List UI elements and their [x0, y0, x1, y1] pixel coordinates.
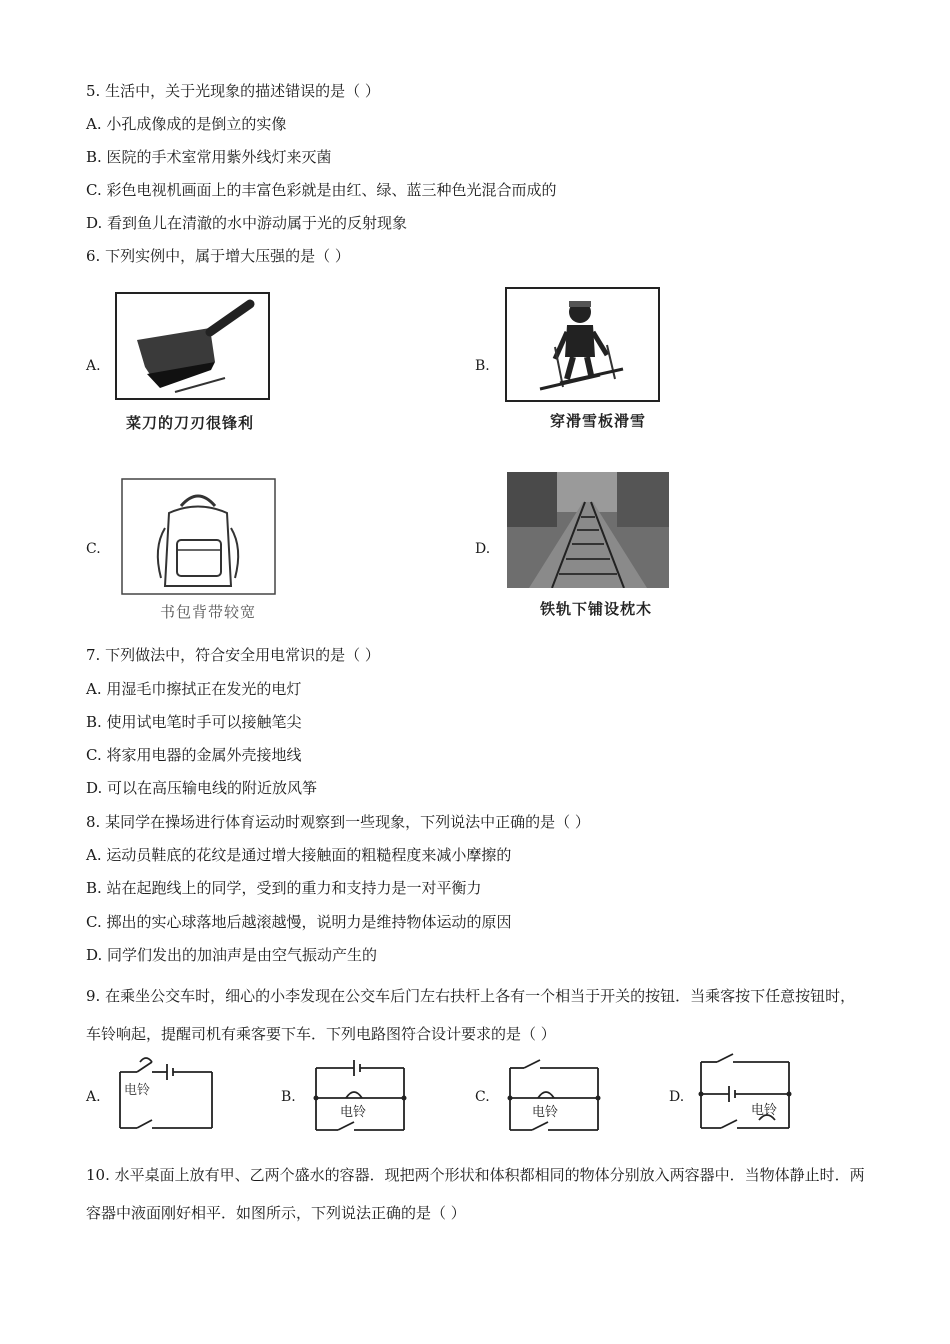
q8-option-d: D. 同学们发出的加油声是由空气振动产生的: [86, 946, 378, 964]
q10-stem: 10. 水平桌面上放有甲、乙两个盛水的容器．现把两个形状和体积都相同的物体分别放入两容器中．当物体静止时．两容器中液面刚好相平．如图所示，下列说法正确的是（ ）: [86, 1166, 865, 1222]
q9-option-d-letter: D.: [669, 1089, 685, 1105]
q6-option-d-caption: 铁轨下铺设枕木: [540, 600, 653, 618]
circuit-diagram-c: [502, 1054, 607, 1136]
q6-option-a-caption: 菜刀的刀刃很锋利: [126, 414, 255, 432]
circuit-diagram-b: [308, 1054, 413, 1136]
q6-option-b-letter: B.: [475, 358, 490, 374]
circuit-diagram-a: [112, 1050, 222, 1135]
backpack-icon: [121, 478, 276, 595]
q7-stem: 7. 下列做法中，符合安全用电常识的是（ ）: [86, 646, 380, 664]
q7-option-a: A. 用湿毛巾擦拭正在发光的电灯: [86, 680, 302, 698]
q6-option-a-letter: A.: [86, 358, 101, 374]
q8-option-a: A. 运动员鞋底的花纹是通过增大接触面的粗糙程度来减小摩擦的: [86, 846, 512, 864]
q5-option-c: C. 彩色电视机画面上的丰富色彩就是由红、绿、蓝三种色光混合而成的: [86, 181, 557, 199]
q9-option-c-letter: C.: [475, 1089, 490, 1105]
q9-stem: 9. 在乘坐公交车时，细心的小李发现在公交车后门左右扶杆上各有一个相当于开关的按钮．当乘客按下任意按钮时，车铃响起，提醒司机有乘客要下车．下列电路图符合设计要求的是（ ）: [86, 987, 856, 1043]
q9-option-b-letter: B.: [281, 1089, 296, 1105]
q8-option-b: B. 站在起跑线上的同学，受到的重力和支持力是一对平衡力: [86, 879, 482, 897]
kitchen-knife-icon: [115, 292, 270, 402]
skier-icon: [505, 287, 660, 402]
q8-stem: 8. 某同学在操场进行体育运动时观察到一些现象，下列说法中正确的是（ ）: [86, 813, 590, 831]
q8-option-c: C. 掷出的实心球落地后越滚越慢，说明力是维持物体运动的原因: [86, 913, 512, 931]
q7-option-b: B. 使用试电笔时手可以接触笔尖: [86, 713, 302, 731]
q6-stem: 6. 下列实例中，属于增大压强的是（ ）: [86, 247, 350, 265]
q5-option-d: D. 看到鱼儿在清澈的水中游动属于光的反射现象: [86, 214, 408, 232]
bell-label-c: 电铃: [532, 1105, 559, 1120]
bell-label-a: 电铃: [124, 1083, 151, 1098]
q5-option-b: B. 医院的手术室常用紫外线灯来灭菌: [86, 148, 332, 166]
q9-option-a-letter: A.: [86, 1089, 101, 1105]
railway-track-icon: [507, 472, 669, 588]
q7-option-c: C. 将家用电器的金属外壳接地线: [86, 746, 302, 764]
bell-label-d: 电铃: [751, 1103, 778, 1118]
q7-option-d: D. 可以在高压输电线的附近放风筝: [86, 779, 318, 797]
circuit-diagram-d: [693, 1048, 798, 1134]
q6-option-c-caption: 书包背带较宽: [160, 603, 257, 621]
q6-option-d-letter: D.: [475, 541, 491, 557]
bell-label-b: 电铃: [340, 1105, 367, 1120]
q6-option-b-caption: 穿滑雪板滑雪: [550, 412, 647, 430]
q5-option-a: A. 小孔成像成的是倒立的实像: [86, 115, 287, 133]
q5-stem: 5. 生活中，关于光现象的描述错误的是（ ）: [86, 82, 380, 100]
q6-option-c-letter: C.: [86, 541, 101, 557]
